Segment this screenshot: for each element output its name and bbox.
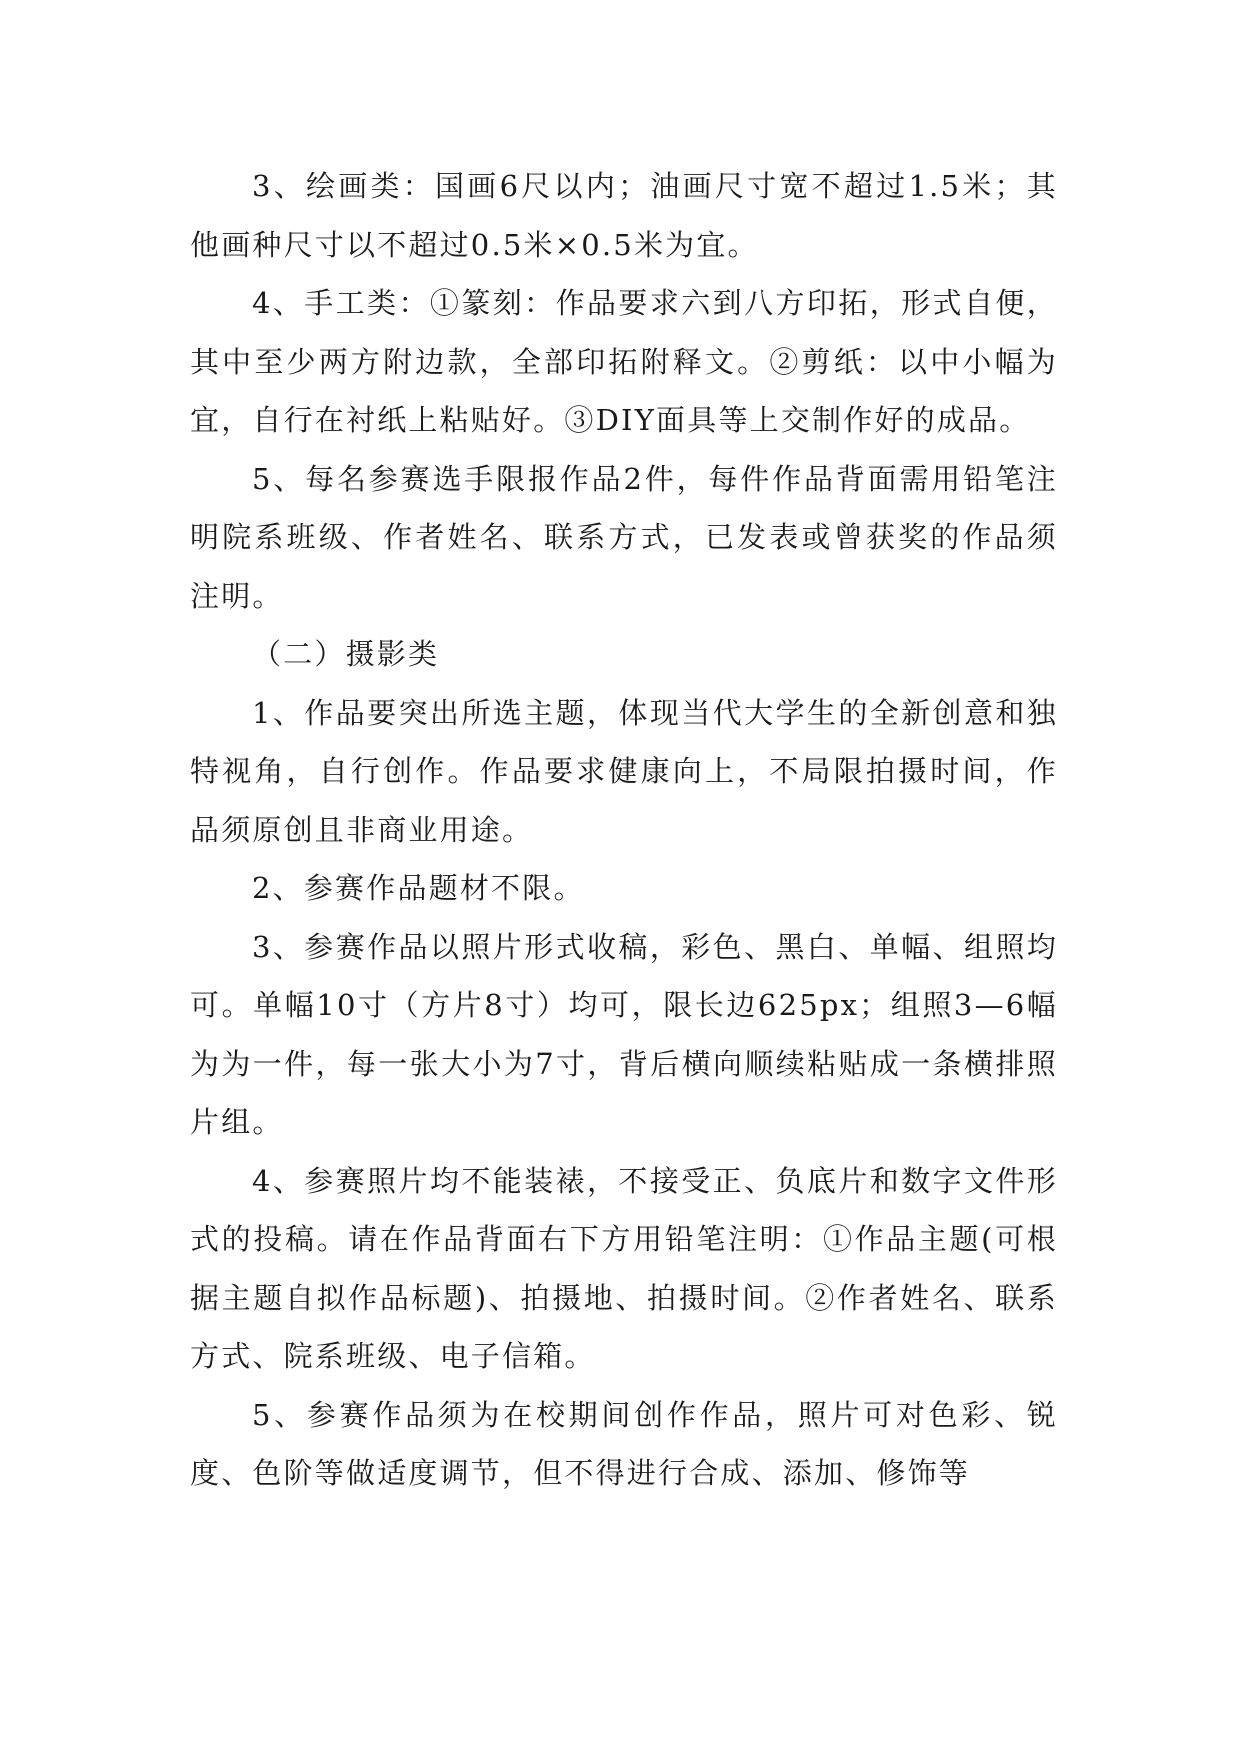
photography-rule-1-paragraph: 1、作品要突出所选主题，体现当代大学生的全新创意和独特视角，自行创作。作品要求健康向上，不局限拍摄时间，作品须原创且非商业用途。	[190, 695, 1058, 847]
document-body	[190, 157, 1058, 1503]
photography-rule-5-paragraph: 5、参赛作品须为在校期间创作作品，照片可对色彩、锐度、色阶等做适度调节，但不得进行合成、添加、修饰等	[190, 1397, 1058, 1490]
photography-section-heading: （二）摄影类	[252, 637, 440, 671]
painting-requirement-paragraph: 3、绘画类：国画6尺以内；油画尺寸宽不超过1.5米；其他画种尺寸以不超过0.5米×0.5米为宜。	[190, 169, 1058, 262]
photography-rule-2-paragraph: 2、参赛作品题材不限。	[252, 871, 585, 905]
photography-rule-4-paragraph: 4、参赛照片均不能装裱，不接受正、负底片和数字文件形式的投稿。请在作品背面右下方用铅笔注明：①作品主题(可根据主题自拟作品标题)、拍摄地、拍摄时间。②作者姓名、联系方式、院系班级、电子信箱。	[190, 1163, 1058, 1373]
photography-rule-3-paragraph: 3、参赛作品以照片形式收稿，彩色、黑白、单幅、组照均可。单幅10寸（方片8寸）均可，限长边625px；组照3—6幅为为一件，每一张大小为7寸，背后横向顺续粘贴成一条横排照片组。	[190, 929, 1058, 1139]
entry-limit-paragraph: 5、每名参赛选手限报作品2件，每件作品背面需用铅笔注明院系班级、作者姓名、联系方式，已发表或曾获奖的作品须注明。	[190, 461, 1058, 613]
handicraft-requirement-paragraph: 4、手工类：①篆刻：作品要求六到八方印拓，形式自便，其中至少两方附边款，全部印拓附释文。②剪纸：以中小幅为宜，自行在衬纸上粘贴好。③DIY面具等上交制作好的成品。	[190, 286, 1058, 437]
